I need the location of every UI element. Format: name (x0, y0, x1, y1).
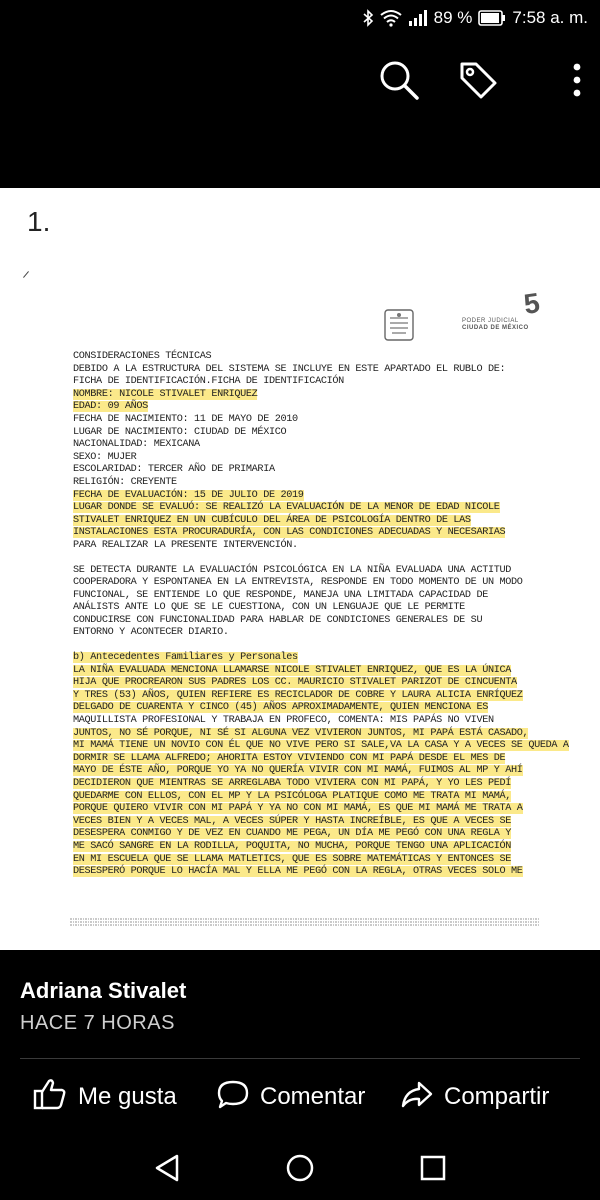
search-icon (377, 89, 421, 106)
doc-line: LUGAR DE NACIMIENTO: CIUDAD DE MÉXICO (73, 426, 287, 438)
like-button[interactable] (32, 1077, 177, 1117)
doc-line: MI MAMÁ TIENE UN NOVIO CON ÉL QUE NO VIVE PERO SI SALE,VA LA CASA Y A VECES SE QUEDA A (73, 740, 569, 752)
doc-line: DELGADO DE CUARENTA Y CINCO (45) AÑOS APROXIMADAMENTE, QUIEN MENCIONA ES (73, 702, 488, 714)
post-photo[interactable] (0, 188, 600, 950)
doc-line: DESESPERA CONMIGO Y DE VEZ EN CUANDO ME PEGA, UN DÍA ME PEGÓ CON UNA REGLA Y (73, 828, 512, 840)
thumbs-up-icon (32, 1076, 68, 1119)
doc-line: HIJA QUE PROCREARON SUS PADRES LOS CC. MAURICIO STIVALET PARIZOT DE CINCUENTA (73, 677, 517, 689)
doc-line: DECIDIERON QUE MIENTRAS SE ARREGLABA TODO VIVIERA CON MI PAPÁ, Y YO LES PEDÍ (73, 778, 512, 789)
home-circle-icon (280, 1175, 320, 1192)
tag-icon (456, 89, 500, 106)
authority-line-1: PODER JUDICIAL (462, 318, 519, 324)
comment-button[interactable] (216, 1077, 365, 1117)
doc-line: ENTORNO Y ACONTECER DIARIO. (73, 627, 229, 639)
doc-line: INSTALACIONES ESTA PROCURADURÍA, CON LAS CONDICIONES ADECUADAS Y NECESARIAS (73, 527, 506, 539)
doc-line: LA NIÑA EVALUADA MENCIONA LLAMARSE NICOLE STIVALET ENRIQUEZ, QUE ES LA ÚNICA (73, 664, 512, 676)
share-icon (400, 1077, 434, 1118)
post-author-name[interactable]: Adriana Stivalet (20, 978, 187, 1003)
document-authority (462, 318, 548, 332)
nav-recents-button[interactable] (413, 1148, 453, 1188)
document-text (73, 351, 569, 879)
doc-line: ME SACÓ SANGRE EN LA RODILLA, POQUITA, NO MUCHA, PORQUE TENGO UNA APLICACIÓN (73, 840, 512, 852)
post-timestamp: HACE 7 HORAS (20, 1012, 175, 1034)
doc-line: STIVALET ENRIQUEZ EN UN CUBÍCULO DEL ÁREA DE PSICOLOGÍA DENTRO DE LAS (73, 514, 471, 526)
doc-line: EN MI ESCUELA QUE SE LLAMA MATLETICS, QUE ES SOBRE MATEMÁTICAS Y ENTONCES SE (73, 853, 512, 865)
more-options-button[interactable] (562, 58, 592, 102)
doc-line: DESESPERÓ PORQUE LO HACÍA MAL Y ELLA ME PEGÓ CON LA REGLA, OTRAS VECES SOLO ME (73, 866, 523, 878)
status-bar (0, 0, 600, 40)
document-security-strip (70, 916, 540, 931)
doc-line: LUGAR DONDE SE EVALUÓ: SE REALIZÓ LA EVALUACIÓN DE LA MENOR DE EDAD NICOLE (73, 502, 500, 514)
like-label: Me gusta (78, 1083, 177, 1110)
doc-line: SEXO: MUJER (73, 451, 137, 463)
doc-line: VECES BIEN Y A VECES MAL, A VECES SÚPER Y HASTA INCREÍBLE, ES QUE A VECES SE (73, 815, 512, 827)
doc-line: RELIGIÓN: CREYENTE (73, 476, 177, 488)
doc-line: Y TRES (53) AÑOS, QUIEN REFIERE ES RECICLADOR DE COBRE Y LAURA ALICIA ENRÍQUEZ (73, 689, 523, 701)
doc-line: DEBIDO A LA ESTRUCTURA DEL SISTEMA SE INCLUYE EN ESTE APARTADO EL RUBLO DE: (73, 363, 506, 375)
doc-line: JUNTOS, NO SÉ PORQUE, NI SÉ SI ALGUNA VEZ VIVIERON JUNTOS, MI PAPÁ ESTÁ CASADO, (73, 727, 529, 739)
recents-square-icon (413, 1175, 453, 1192)
status-icons (362, 8, 588, 28)
doc-line: FICHA DE IDENTIFICACIÓN.FICHA DE IDENTIFICACIÓN (73, 376, 344, 388)
tag-button[interactable] (456, 58, 500, 102)
doc-line: EDAD: 09 AÑOS (73, 401, 148, 413)
doc-line: NACIONALIDAD: MEXICANA (73, 439, 200, 451)
doc-line: FUNCIONAL, SE ENTIENDE LO QUE RESPONDE, MANEJA UNA LIMITADA CAPACIDAD DE (73, 589, 488, 601)
bluetooth-icon (362, 9, 374, 27)
doc-line: FECHA DE NACIMIENTO: 11 DE MAYO DE 2010 (73, 413, 298, 425)
doc-line: FECHA DE EVALUACIÓN: 15 DE JULIO DE 2019 (73, 489, 304, 501)
doc-line: SE DETECTA DURANTE LA EVALUACIÓN PSICOLÓGICA EN LA NIÑA EVALUADA UNA ACTITUD (73, 564, 512, 576)
nav-back-button[interactable] (148, 1148, 188, 1188)
back-triangle-icon (148, 1175, 188, 1192)
battery-icon (478, 10, 506, 26)
document-page-number: 5 (521, 287, 542, 320)
doc-line: PARA REALIZAR LA PRESENTE INTERVENCIÓN. (73, 539, 298, 551)
doc-line: ESCOLARIDAD: TERCER AÑO DE PRIMARIA (73, 464, 275, 476)
wifi-icon (380, 9, 402, 27)
doc-line: MAQUILLISTA PROFESIONAL Y TRABAJA EN PROFECO, COMENTA: MIS PAPÁS NO VIVEN (73, 715, 494, 727)
divider (20, 1058, 580, 1059)
authority-line-2: CIUDAD DE MÉXICO (462, 325, 529, 331)
more-vertical-icon (562, 89, 592, 106)
doc-line: CONSIDERACIONES TÉCNICAS (73, 351, 212, 362)
clock: 7:58 a. m. (512, 8, 588, 27)
doc-line: b) Antecedentes Familiares y Personales (73, 652, 298, 664)
signal-icon (408, 10, 428, 26)
doc-line: MAYO DE ÉSTE AÑO, PORQUE YO YA NO QUERÍA VIVIR CON MI MAMÁ, FUIMOS AL MP Y AHÍ (73, 765, 523, 777)
share-label: Compartir (444, 1083, 550, 1110)
nav-home-button[interactable] (280, 1148, 320, 1188)
comment-label: Comentar (260, 1083, 366, 1110)
government-seal-icon (382, 308, 416, 342)
doc-line: DORMIR SE LLAMA ALFREDO; AHORITA ESTOY VIVIENDO CON MI PAPÁ DESDE EL MES DE (73, 752, 506, 764)
search-button[interactable] (377, 58, 421, 102)
doc-line: QUEDARME CON ELLOS, CON EL MP Y LA PSICÓLOGA PLATIQUE COMO ME TRATA MI MAMÁ, (73, 790, 512, 802)
scan-mark (23, 271, 29, 278)
comment-icon (216, 1077, 250, 1118)
battery-percent: 89 % (433, 8, 473, 27)
photo-page-label: 1. (27, 206, 51, 237)
share-button[interactable] (400, 1077, 549, 1117)
doc-line: PORQUE QUIERO VIVIR CON MI PAPÁ Y YA NO CON MI MAMÁ, ES QUE MI MAMÁ ME TRATA A (73, 803, 523, 815)
doc-line: ANÁLISTS ANTE LO QUE SE LE CUESTIONA, CON UN LENGUAJE QUE LE PERMITE (73, 602, 465, 614)
doc-line: COOPERADORA Y ESPONTANEA EN LA ENTREVISTA, RESPONDE EN TODO MOMENTO DE UN MODO (73, 577, 523, 589)
doc-line: NOMBRE: NICOLE STIVALET ENRIQUEZ (73, 388, 258, 400)
doc-line: CONDUCIRSE CON FUNCIONALIDAD PARA HABLAR DE CONDICIONES GENERALES DE SU (73, 614, 483, 626)
